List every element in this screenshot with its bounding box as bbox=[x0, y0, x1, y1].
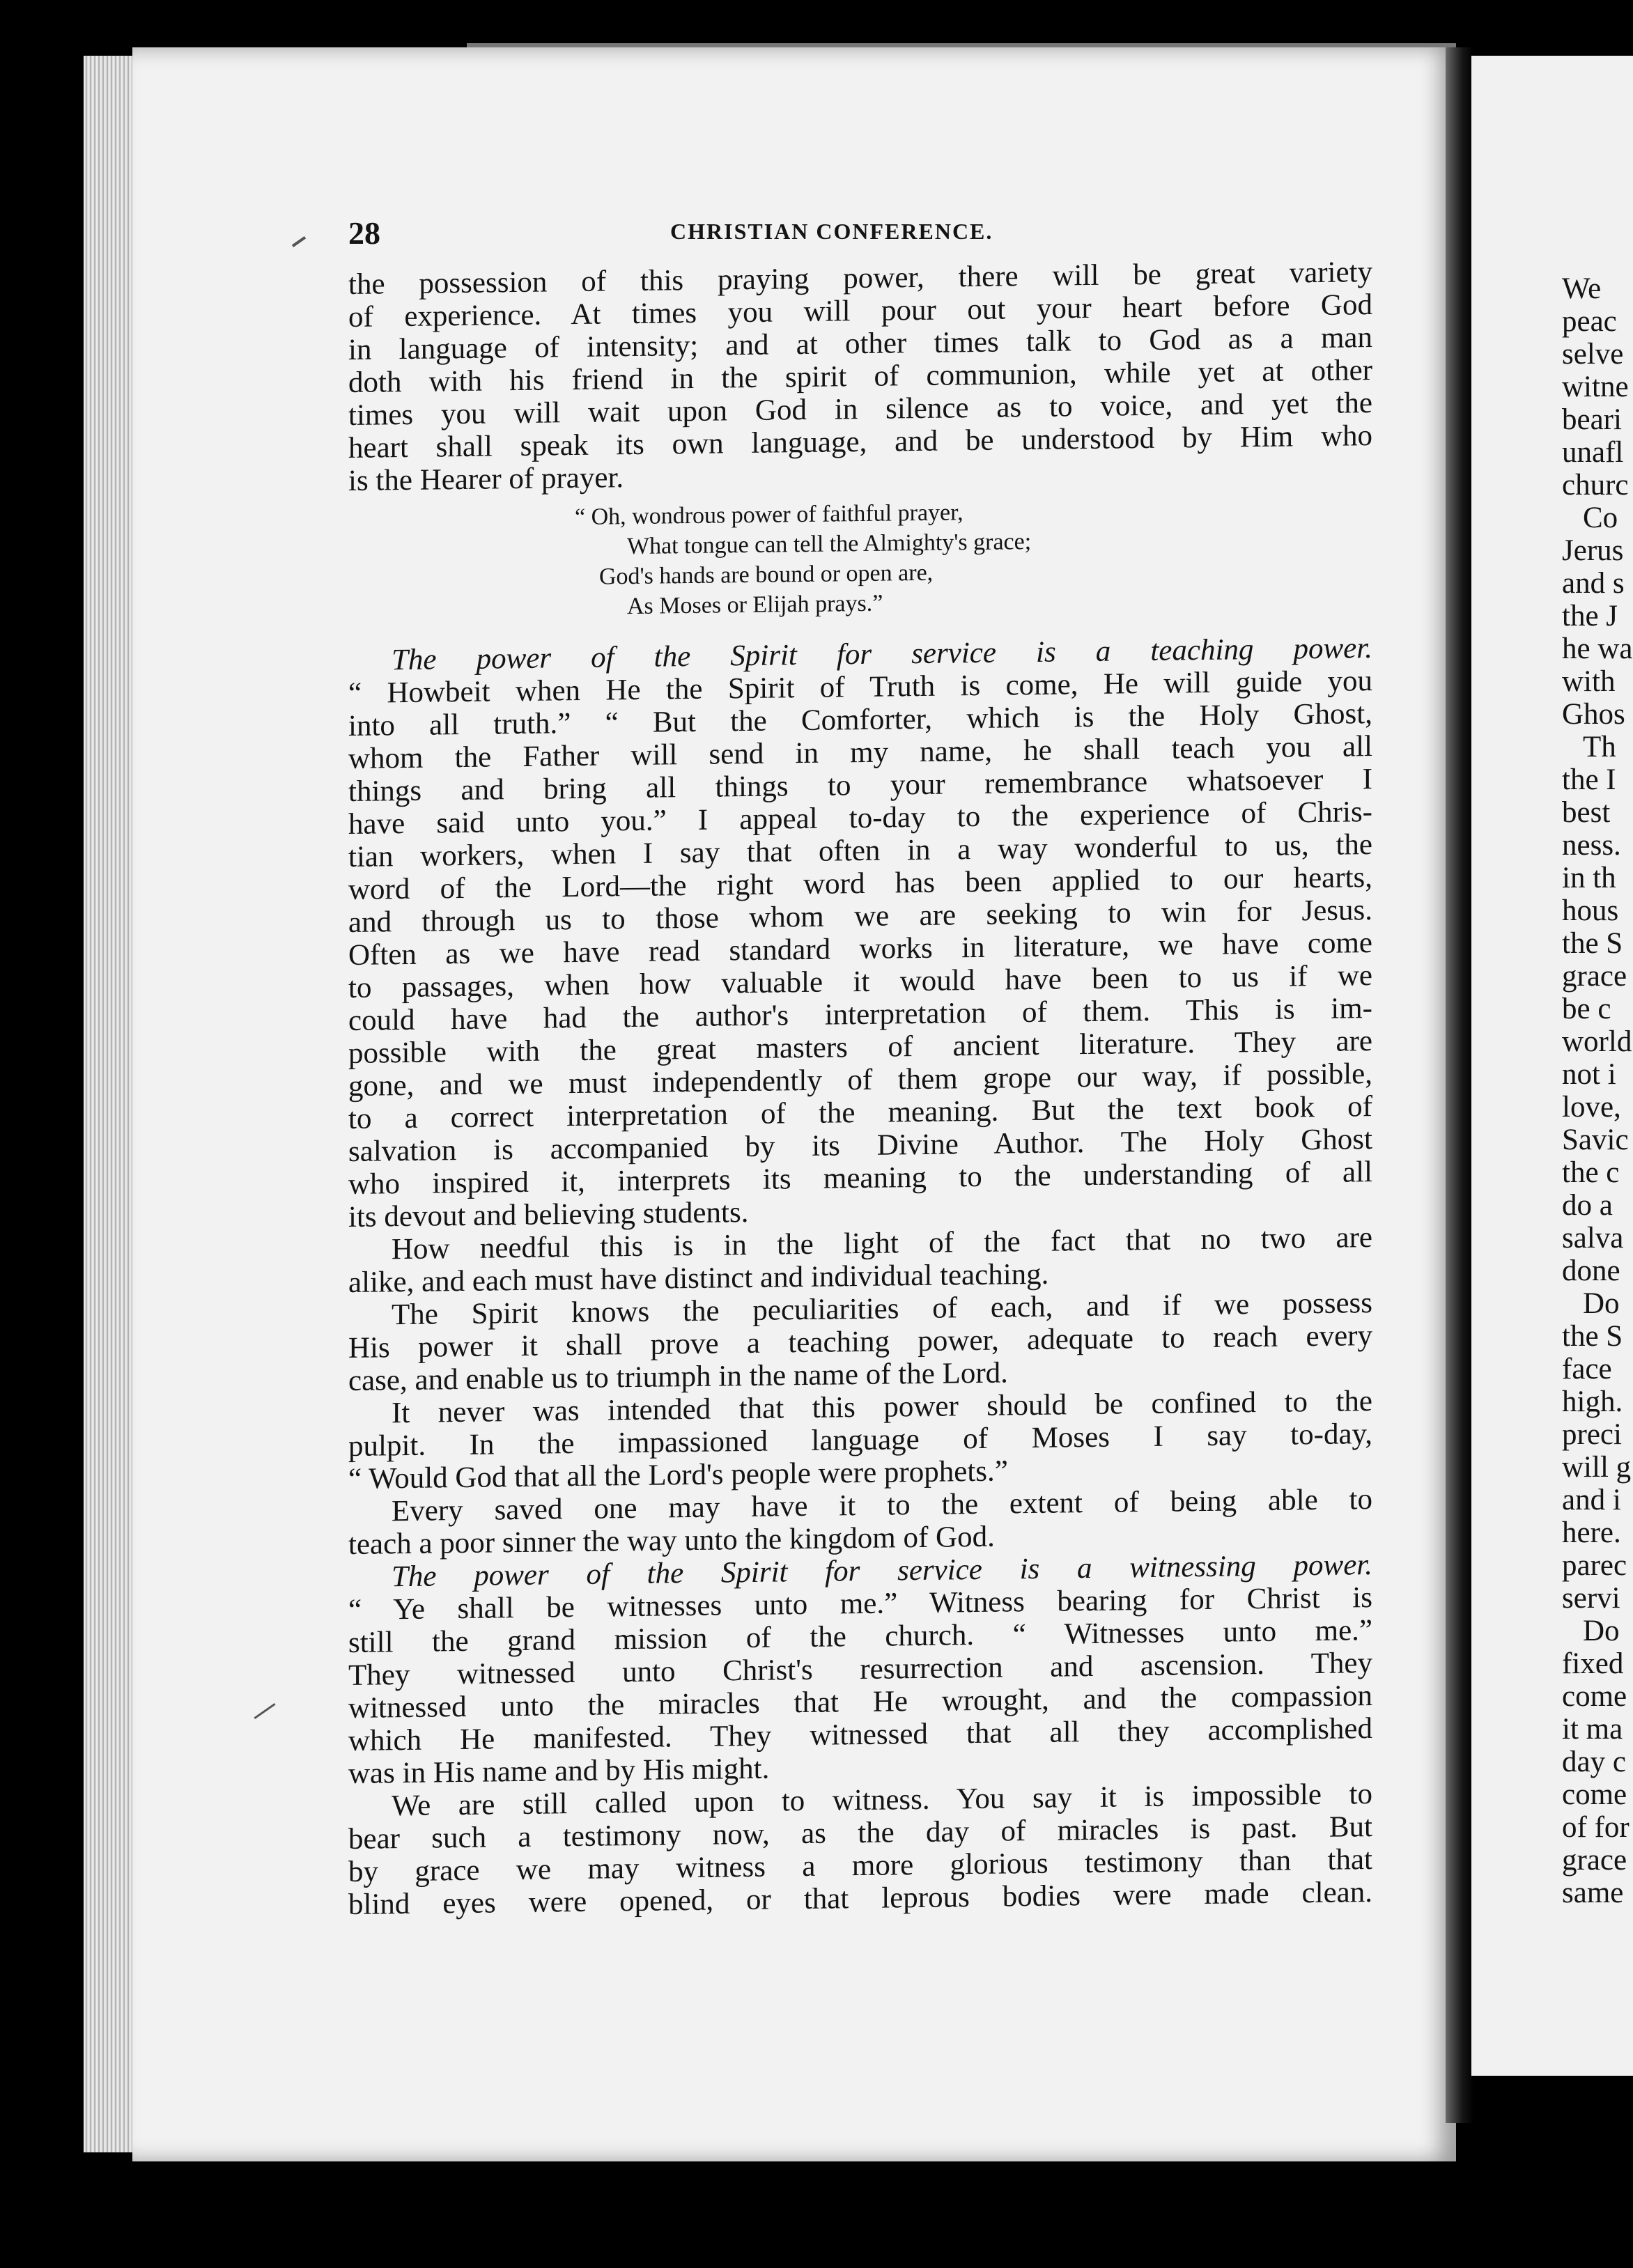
facing-line: of for bbox=[1562, 1811, 1630, 1844]
text-line: things and bring all things to your remembrance whatsoever I bbox=[348, 763, 1372, 808]
facing-line: face bbox=[1562, 1353, 1612, 1385]
facing-line: not i bbox=[1562, 1058, 1616, 1091]
page-edges bbox=[84, 56, 139, 2152]
facing-line: the S bbox=[1562, 927, 1623, 960]
facing-line: the S bbox=[1562, 1320, 1623, 1353]
text-line: to a correct interpretation of the meaning. But the text book of bbox=[348, 1090, 1372, 1135]
text-line: witnessed unto the miracles that He wrought, and the compassion bbox=[348, 1679, 1372, 1725]
text-line: times you will wait upon God in silence as to voice, and yet the bbox=[348, 387, 1372, 432]
verse-line: God's hands are bound or open are, bbox=[599, 559, 934, 590]
page-number: 28 bbox=[348, 215, 380, 251]
text-line: bear such a testimony now, as the day of miracles is past. But bbox=[348, 1810, 1372, 1856]
text-line: could have had the author's interpretation of them. This is im- bbox=[348, 992, 1372, 1037]
text-line: possible with the great masters of ancient literature. They are bbox=[348, 1025, 1372, 1070]
facing-line: day c bbox=[1562, 1746, 1626, 1778]
text-line: have said unto you.” I appeal to-day to the experience of Chris- bbox=[348, 795, 1372, 841]
facing-line: the J bbox=[1562, 600, 1618, 632]
text-line: salvation is accompanied by its Divine Author. The Holy Ghost bbox=[348, 1123, 1372, 1168]
facing-line: Jerus bbox=[1562, 534, 1624, 567]
text-line: Every saved one may have it to the extent of being able to bbox=[392, 1483, 1372, 1528]
page-header bbox=[348, 215, 1428, 256]
text-line: still the grand mission of the church. “ Witnesses unto me.” bbox=[348, 1614, 1372, 1659]
text-line: into all truth.” “ But the Comforter, which is the Holy Ghost, bbox=[348, 697, 1372, 743]
text-line: case, and enable us to triumph in the name of the Lord. bbox=[348, 1356, 1008, 1397]
text-line: Often as we have read standard works in literature, we have come bbox=[348, 926, 1372, 972]
facing-line: ness. bbox=[1562, 829, 1621, 862]
text-line: pulpit. In the impassioned language of Moses I say to-day, bbox=[348, 1418, 1372, 1463]
text-line: How needful this is in the light of the fact that no two are bbox=[392, 1221, 1372, 1266]
facing-line: love, bbox=[1562, 1091, 1621, 1124]
facing-line: do a bbox=[1562, 1189, 1613, 1222]
facing-line: witne bbox=[1562, 371, 1629, 403]
text-line: the possession of this praying power, there will be great variety bbox=[348, 256, 1372, 301]
text-line: The Spirit knows the peculiarities of each, and if we possess bbox=[392, 1287, 1372, 1332]
facing-line: We bbox=[1562, 272, 1602, 305]
text-line: His power it shall prove a teaching power, adequate to reach every bbox=[348, 1319, 1372, 1365]
facing-page bbox=[1471, 56, 1633, 2076]
text-line: is the Hearer of prayer. bbox=[348, 461, 624, 497]
text-line: word of the Lord—the right word has been applied to our hearts, bbox=[348, 861, 1372, 906]
verse-line: “ Oh, wondrous power of faithful prayer, bbox=[575, 499, 963, 531]
facing-line: grace bbox=[1562, 960, 1627, 993]
facing-line: unafl bbox=[1562, 436, 1624, 469]
facing-line: servi bbox=[1562, 1582, 1620, 1615]
text-line: who inspired it, interprets its meaning to the understanding of all bbox=[348, 1156, 1372, 1201]
text-line: “ Ye shall be witnesses unto me.” Witness bearing for Christ is bbox=[348, 1581, 1372, 1626]
facing-line: Do bbox=[1583, 1287, 1620, 1320]
page-body bbox=[348, 256, 1372, 2010]
text-line: which He manifested. They witnessed that all they accomplished bbox=[348, 1712, 1372, 1757]
text-line: It never was intended that this power should be confined to the bbox=[392, 1385, 1372, 1430]
facing-line: Do bbox=[1583, 1615, 1620, 1647]
facing-line: beari bbox=[1562, 403, 1622, 436]
facing-line: and s bbox=[1562, 567, 1625, 600]
facing-line: churc bbox=[1562, 469, 1629, 502]
text-line: whom the Father will send in my name, he shall teach you all bbox=[348, 730, 1372, 775]
facing-line: peac bbox=[1562, 305, 1617, 338]
section-heading-witnessing: The power of the Spirit for service is a witnessing power. bbox=[392, 1548, 1372, 1594]
facing-line: the c bbox=[1562, 1156, 1620, 1189]
running-head: CHRISTIAN CONFERENCE. bbox=[670, 219, 993, 244]
text-line: gone, and we must independently of them grope our way, if possible, bbox=[348, 1057, 1372, 1103]
facing-line: parec bbox=[1562, 1549, 1627, 1582]
text-line: in language of intensity; and at other times talk to God as a man bbox=[348, 321, 1372, 366]
facing-line: with bbox=[1562, 665, 1616, 698]
verse-line: As Moses or Elijah prays.” bbox=[627, 590, 883, 620]
facing-line: hous bbox=[1562, 894, 1619, 927]
facing-line: come bbox=[1562, 1680, 1627, 1713]
facing-line: preci bbox=[1562, 1418, 1622, 1451]
text-line: heart shall speak its own language, and be understood by Him who bbox=[348, 419, 1372, 465]
facing-line: the I bbox=[1562, 763, 1616, 796]
facing-line: Ghos bbox=[1562, 698, 1625, 731]
text-line: by grace we may witness a more glorious testimony than that bbox=[348, 1843, 1372, 1888]
facing-line: will g bbox=[1562, 1451, 1632, 1484]
facing-line: he wa bbox=[1562, 632, 1633, 665]
section-heading-teaching: The power of the Spirit for service is a teaching power. bbox=[392, 632, 1372, 677]
text-line: “ Would God that all the Lord's people were prophets.” bbox=[348, 1454, 1008, 1496]
facing-line: world bbox=[1562, 1025, 1632, 1058]
text-line: teach a poor sinner the way unto the kingdom of God. bbox=[348, 1520, 995, 1561]
facing-line: same bbox=[1562, 1877, 1624, 1909]
book-gutter bbox=[1446, 47, 1473, 2123]
facing-line: high. bbox=[1562, 1385, 1623, 1418]
facing-line: selve bbox=[1562, 338, 1624, 371]
text-line: alike, and each must have distinct and individual teaching. bbox=[348, 1257, 1049, 1299]
text-line: its devout and believing students. bbox=[348, 1195, 749, 1234]
facing-line: it ma bbox=[1562, 1713, 1623, 1746]
text-line: blind eyes were opened, or that leprous bodies were made clean. bbox=[348, 1876, 1372, 1921]
facing-line: Co bbox=[1583, 502, 1618, 534]
text-line: and through us to those whom we are seeking to win for Jesus. bbox=[348, 894, 1372, 939]
text-line: They witnessed unto Christ's resurrection and ascension. They bbox=[348, 1647, 1372, 1692]
text-line: of experience. At times you will pour out your heart before God bbox=[348, 288, 1372, 334]
facing-line: Savic bbox=[1562, 1124, 1629, 1156]
text-line: doth with his friend in the spirit of communion, while yet at other bbox=[348, 354, 1372, 399]
facing-line: here. bbox=[1562, 1516, 1621, 1549]
text-line: was in His name and by His might. bbox=[348, 1752, 770, 1790]
facing-line: be c bbox=[1562, 993, 1611, 1025]
facing-line: come bbox=[1562, 1778, 1627, 1811]
text-line: to passages, when how valuable it would have been to us if we bbox=[348, 959, 1372, 1004]
facing-line: best bbox=[1562, 796, 1611, 829]
facing-line: and i bbox=[1562, 1484, 1621, 1516]
text-line: “ Howbeit when He the Spirit of Truth is come, He will guide you bbox=[348, 665, 1372, 710]
verse-line: What tongue can tell the Almighty's grace; bbox=[627, 529, 1032, 560]
facing-line: salva bbox=[1562, 1222, 1624, 1255]
text-line: We are still called upon to witness. You say it is impossible to bbox=[392, 1778, 1372, 1823]
text-line: tian workers, when I say that often in a way wonderful to us, the bbox=[348, 828, 1372, 873]
facing-line: fixed bbox=[1562, 1647, 1624, 1680]
facing-line: done bbox=[1562, 1255, 1620, 1287]
facing-line: grace bbox=[1562, 1844, 1627, 1877]
facing-line: Th bbox=[1583, 731, 1616, 763]
facing-line: in th bbox=[1562, 862, 1616, 894]
